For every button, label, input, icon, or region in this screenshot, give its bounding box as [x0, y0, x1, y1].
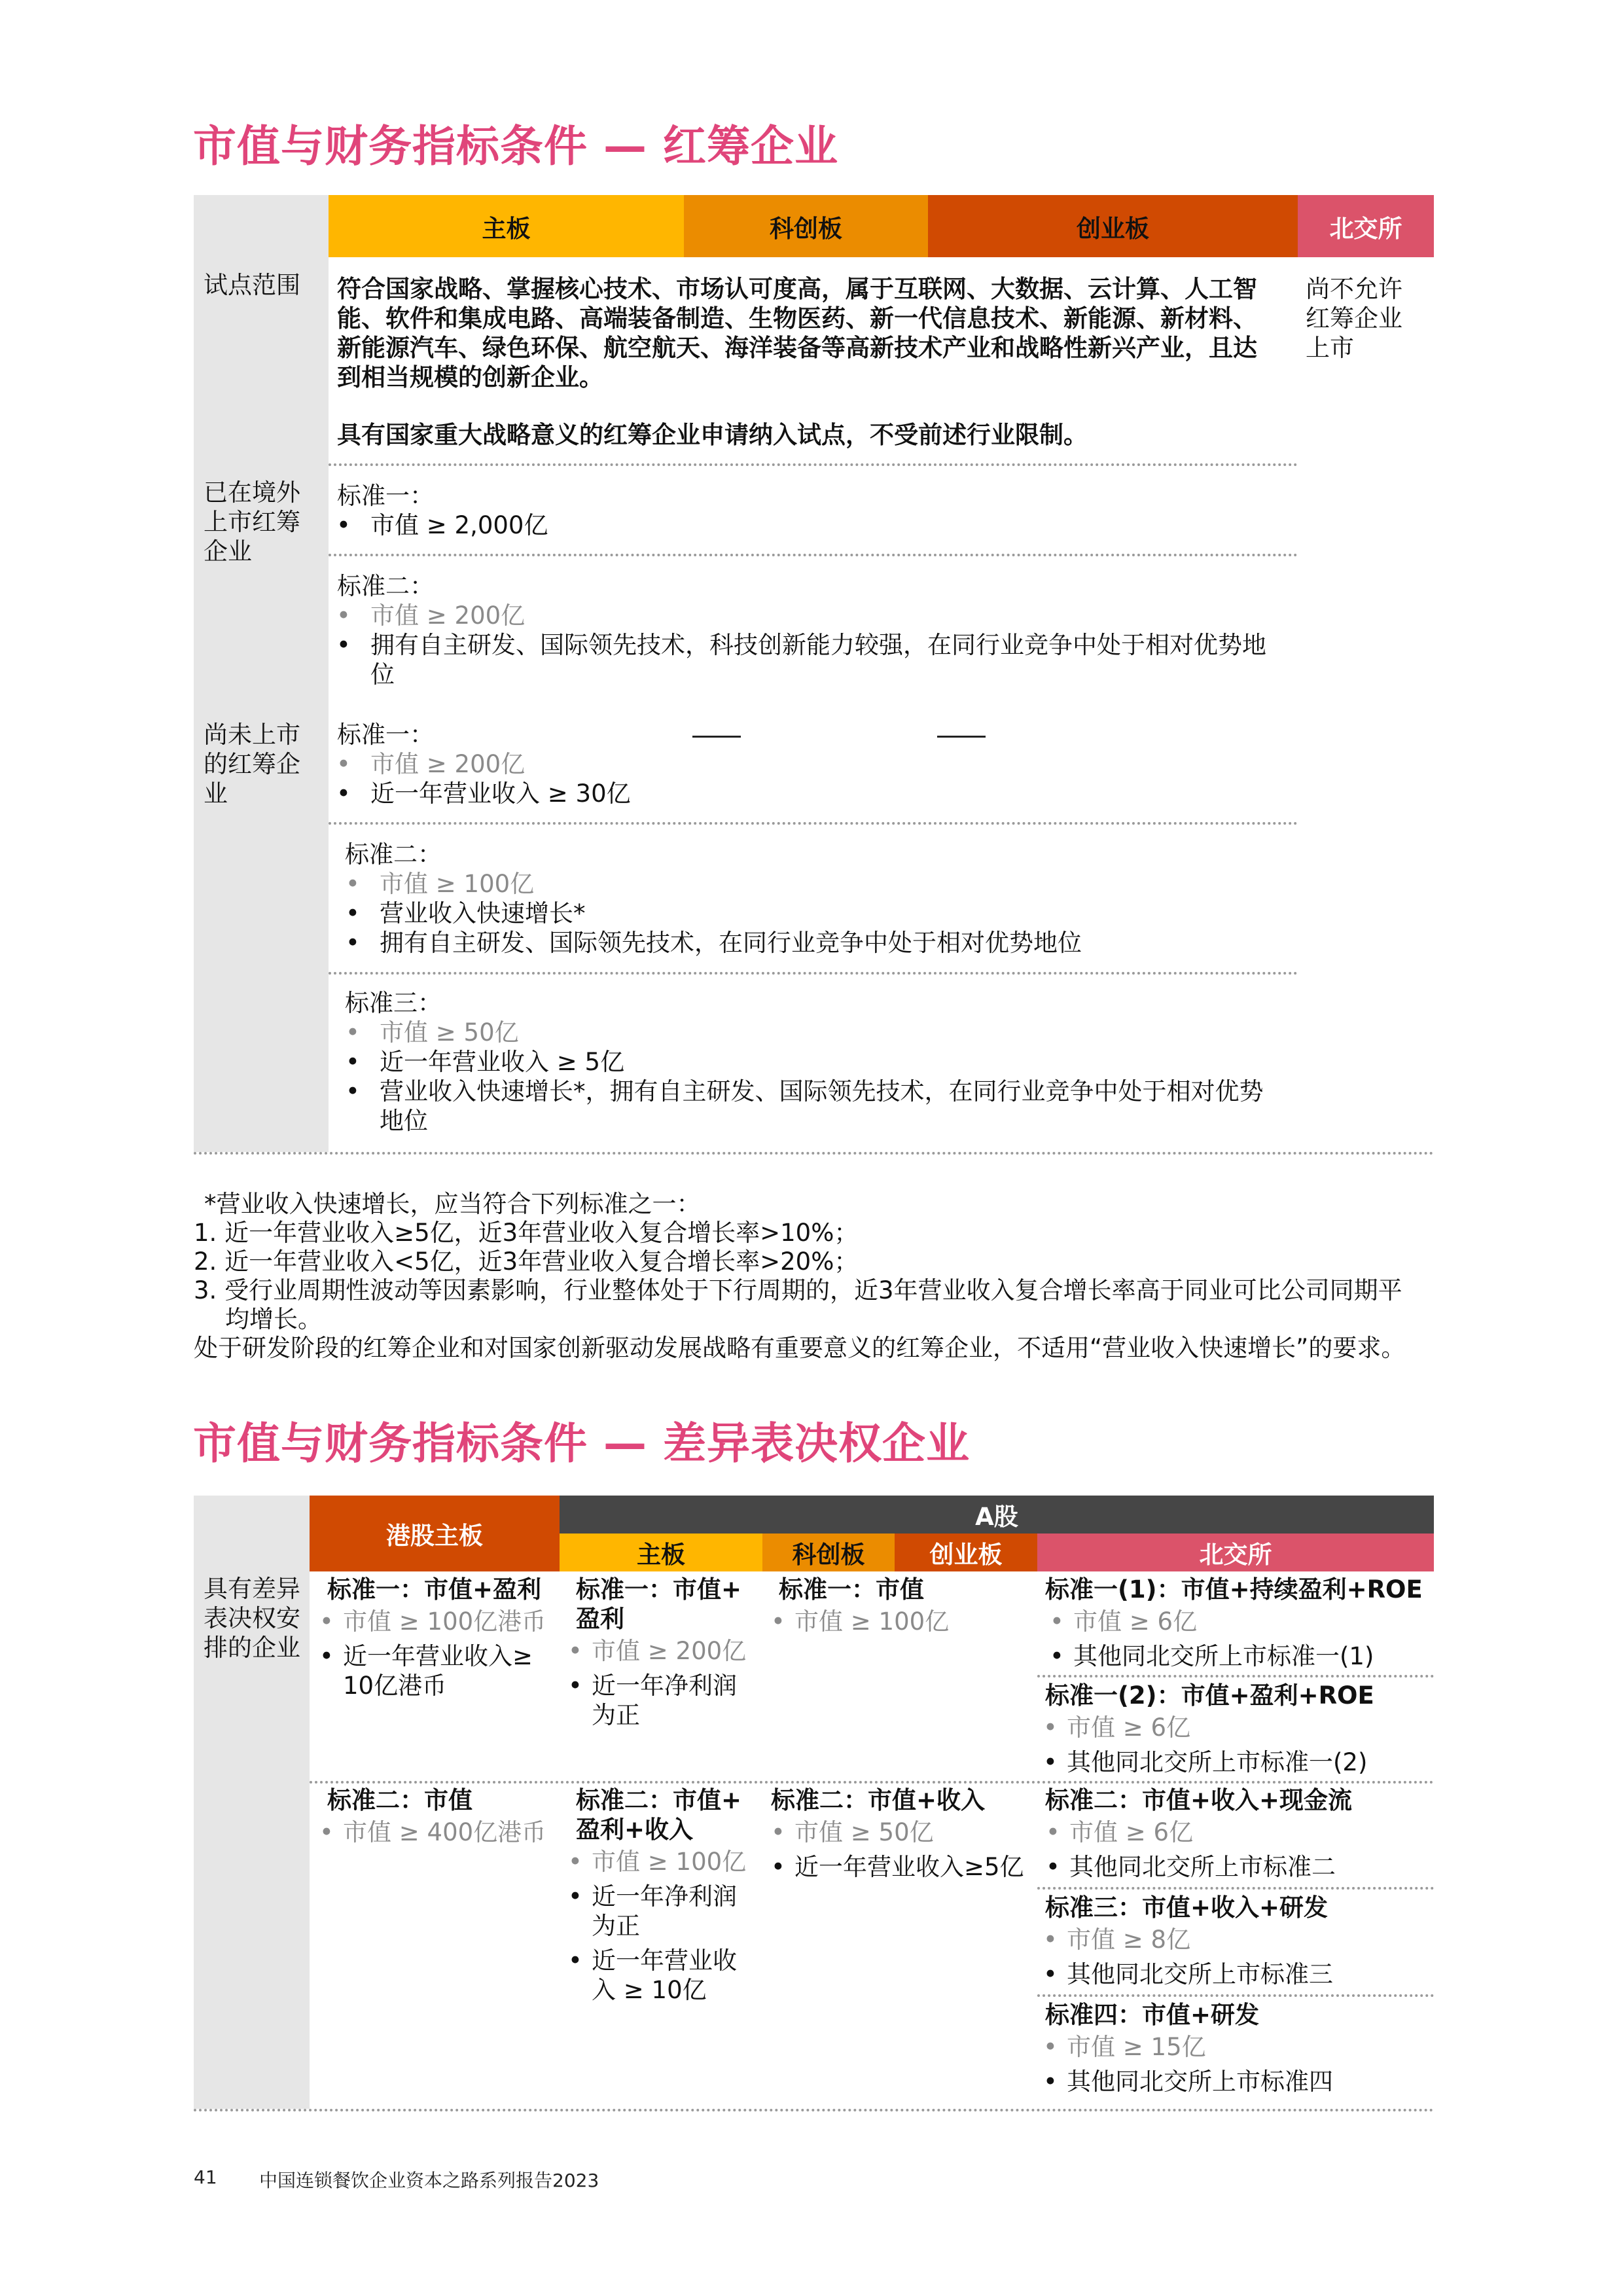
hk-std1-item-2: • 近一年营业收入≥	[343, 1641, 533, 1671]
section2-title: 市值与财务指标条件 — 差异表决权企业	[193, 1418, 970, 1469]
main-std2-item-2-cont: 为正	[592, 1912, 640, 1940]
bse-note-1: 尚不允许	[1306, 275, 1402, 303]
row-label-column	[194, 195, 329, 1152]
divider	[1037, 1994, 1434, 1997]
row-label-unlisted-1: 尚未上市	[204, 721, 300, 749]
row-label-dual-3: 排的企业	[204, 1634, 300, 1662]
bse-std1-1-item-2: • 其他同北交所上市标准一(1)	[1073, 1641, 1374, 1671]
hk-std2-label: 标准二：市值	[327, 1786, 473, 1814]
table2-bottom	[194, 2109, 1434, 2111]
bse-std4-label: 标准四：市值+研发	[1045, 2001, 1260, 2029]
bse-std1-2-item-1: • 市值 ≥ 6亿	[1067, 1713, 1190, 1742]
hk-std1-label: 标准一：市值+盈利	[327, 1575, 542, 1604]
main-std1-item-2-cont: 为正	[592, 1701, 640, 1729]
star-dash	[692, 736, 741, 738]
row-label-listed-2: 上市红筹	[204, 508, 300, 536]
main-std2-label-1: 标准二：市值+	[576, 1786, 742, 1814]
table1-bottom	[194, 1152, 1434, 1155]
divider	[329, 822, 1298, 825]
bse-note-3: 上市	[1306, 334, 1354, 362]
unlisted-std3-item-2: • 近一年营业收入 ≥ 5亿	[380, 1047, 624, 1077]
bse-std4-item-1: • 市值 ≥ 15亿	[1067, 2032, 1206, 2062]
report-title: 中国连锁餐饮企业资本之路系列报告2023	[259, 2170, 599, 2191]
unlisted-std3-item-3-cont: 地位	[380, 1107, 428, 1135]
unlisted-std1-item-1: • 市值 ≥ 200亿	[370, 749, 525, 779]
divider	[1037, 1887, 1434, 1890]
bse-std2-item-2: • 其他同北交所上市标准二	[1069, 1852, 1336, 1882]
header-chinext: 创业板	[928, 195, 1298, 257]
hk-std1-item-2-cont: 10亿港币	[343, 1672, 447, 1700]
header-star-market-2: 科创板	[762, 1534, 895, 1571]
header-chinext-2: 创业板	[895, 1534, 1037, 1571]
listed-std2-item-2-cont: 位	[370, 660, 395, 689]
main-std2-item-3: • 近一年营业收	[592, 1946, 737, 1975]
bse-std4-item-2: • 其他同北交所上市标准四	[1067, 2067, 1333, 2096]
unlisted-std3-item-1: • 市值 ≥ 50亿	[380, 1018, 519, 1047]
row-label-unlisted-3: 业	[204, 780, 228, 808]
chinext-dash	[937, 736, 986, 738]
bse-std1-1-label: 标准一(1)：市值+持续盈利+ROE	[1045, 1575, 1423, 1604]
main-std1-label-1: 标准一：市值+	[576, 1575, 742, 1604]
star-std1-label: 标准一：市值	[779, 1575, 924, 1604]
divider	[329, 463, 1298, 466]
unlisted-std2-item-2: • 营业收入快速增长*	[380, 899, 586, 928]
scope-line-3: 新能源汽车、绿色环保、航空航天、海洋装备等高新技术产业和战略性新兴产业，且达	[337, 334, 1257, 362]
note-1: 1. 近一年营业收入≥5亿，近3年营业收入复合增长率>10%；	[194, 1219, 859, 1247]
note-4: 处于研发阶段的红筹企业和对国家创新驱动发展战略有重要意义的红筹企业，不适用“营业收入快速增长”的要求。	[194, 1334, 1406, 1362]
row-label-dual-1: 具有差异	[204, 1575, 300, 1603]
page-number: 41	[194, 2166, 217, 2188]
scope-line-1: 符合国家战略、掌握核心技术、市场认可度高，属于互联网、大数据、云计算、人工智	[337, 275, 1257, 303]
header-hk-main-board: 港股主板	[310, 1496, 560, 1571]
main-std2-item-3-cont: 入 ≥ 10亿	[592, 1976, 707, 2004]
scope-line-5: 具有国家重大战略意义的红筹企业申请纳入试点，不受前述行业限制。	[337, 421, 1088, 449]
header-main-board: 主板	[329, 195, 684, 257]
main-std2-label-2: 盈利+收入	[576, 1816, 694, 1844]
main-std1-item-2: • 近一年净利润	[592, 1671, 737, 1700]
row-label-dual-2: 表决权安	[204, 1604, 300, 1632]
bse-std1-2-label: 标准一(2)：市值+盈利+ROE	[1045, 1681, 1374, 1710]
star-std2-item-2: • 近一年营业收入≥5亿	[794, 1852, 1024, 1882]
main-std2-item-2: • 近一年净利润	[592, 1882, 737, 1911]
divider	[1037, 1675, 1434, 1677]
star-std2-label: 标准二：市值+收入	[771, 1786, 986, 1814]
unlisted-std3-item-3: • 营业收入快速增长*，拥有自主研发、国际领先技术，在同行业竞争中处于相对优势	[380, 1077, 1264, 1106]
header-star-market: 科创板	[684, 195, 928, 257]
header-bse: 北交所	[1298, 195, 1434, 257]
unlisted-std2-label: 标准二：	[345, 840, 442, 869]
listed-std2-label: 标准二：	[337, 572, 434, 600]
row-label-listed-1: 已在境外	[204, 478, 300, 507]
unlisted-std1-label: 标准一：	[337, 721, 434, 749]
scope-line-2: 能、软件和集成电路、高端装备制造、生物医药、新一代信息技术、新能源、新材料、	[337, 304, 1257, 332]
star-std1-item-1: • 市值 ≥ 100亿	[794, 1607, 949, 1636]
note-3: 3. 受行业周期性波动等因素影响，行业整体处于下行周期的，近3年营业收入复合增长率高于同业可比公司同期平	[194, 1276, 1402, 1304]
bse-std3-label: 标准三：市值+收入+研发	[1045, 1893, 1329, 1922]
main-std2-item-1: • 市值 ≥ 100亿	[592, 1847, 746, 1876]
listed-std2-item-2: • 拥有自主研发、国际领先技术，科技创新能力较强，在同行业竞争中处于相对优势地	[370, 630, 1266, 660]
note-3-cont: 均增长。	[225, 1305, 322, 1333]
divider	[329, 554, 1298, 556]
star-std2-item-1: • 市值 ≥ 50亿	[794, 1818, 934, 1847]
header-bse-2: 北交所	[1037, 1534, 1434, 1571]
hk-std2-item-1: • 市值 ≥ 400亿港币	[343, 1818, 546, 1847]
main-std1-item-1: • 市值 ≥ 200亿	[592, 1636, 746, 1666]
section1-title: 市值与财务指标条件 — 红筹企业	[193, 121, 838, 171]
unlisted-std2-item-3: • 拥有自主研发、国际领先技术，在同行业竞争中处于相对优势地位	[380, 928, 1082, 958]
row-label-unlisted-2: 的红筹企	[204, 750, 300, 778]
row-label-scope: 试点范围	[204, 271, 300, 299]
unlisted-std2-item-1: • 市值 ≥ 100亿	[380, 869, 534, 899]
listed-std2-item-1: • 市值 ≥ 200亿	[370, 601, 525, 630]
scope-line-4: 到相当规模的创新企业。	[337, 363, 603, 391]
header-main-board-2: 主板	[560, 1534, 762, 1571]
note-2: 2. 近一年营业收入<5亿，近3年营业收入复合增长率>20%；	[194, 1247, 859, 1276]
divider	[310, 1781, 1434, 1784]
bse-std1-2-item-2: • 其他同北交所上市标准一(2)	[1067, 1748, 1367, 1777]
note-heading: *营业收入快速增长，应当符合下列标准之一：	[204, 1190, 701, 1218]
main-std1-label-2: 盈利	[576, 1605, 624, 1633]
bse-std2-item-1: • 市值 ≥ 6亿	[1069, 1818, 1193, 1847]
listed-std1-label: 标准一：	[337, 482, 434, 510]
listed-std1-item: • 市值 ≥ 2,000亿	[370, 511, 548, 540]
bse-std1-1-item-1: • 市值 ≥ 6亿	[1073, 1607, 1197, 1636]
divider	[329, 972, 1298, 975]
bse-std2-label: 标准二：市值+收入+现金流	[1045, 1786, 1353, 1814]
row-label-listed-3: 企业	[204, 537, 252, 565]
hk-std1-item-1: • 市值 ≥ 100亿港币	[343, 1607, 546, 1636]
unlisted-std3-label: 标准三：	[345, 989, 442, 1017]
bse-note-2: 红筹企业	[1306, 304, 1402, 332]
bse-std3-item-2: • 其他同北交所上市标准三	[1067, 1960, 1333, 1989]
bse-std3-item-1: • 市值 ≥ 8亿	[1067, 1925, 1190, 1954]
header-a-share: A股	[560, 1496, 1434, 1534]
unlisted-std1-item-2: • 近一年营业收入 ≥ 30亿	[370, 779, 631, 808]
